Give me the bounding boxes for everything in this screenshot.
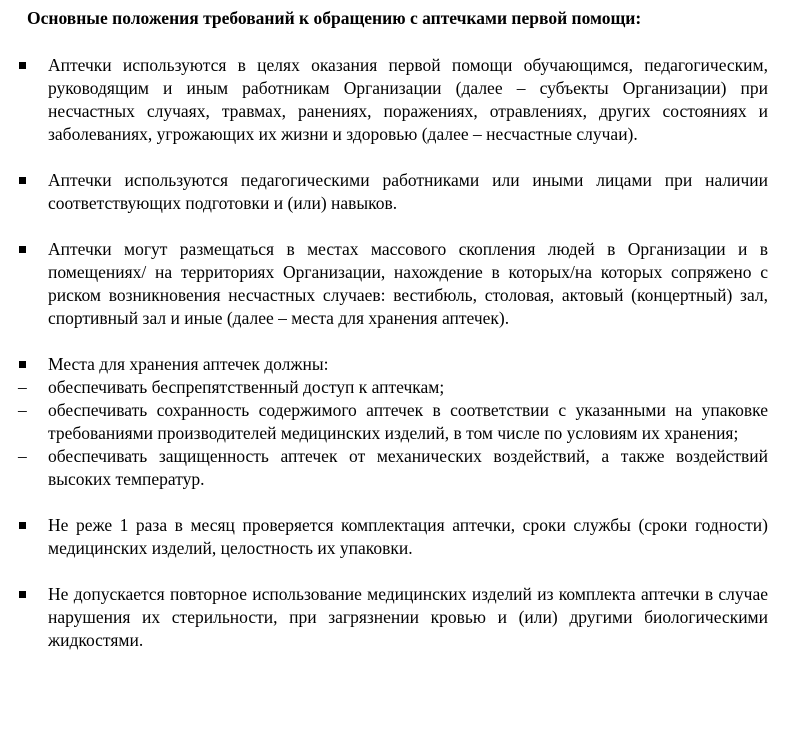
sub-item-text: обеспечивать защищенность аптечек от механических воздействий, а также воздействий высоких температур.: [48, 446, 768, 489]
list-item-text: Аптечки могут размещаться в местах массового скопления людей в Организации и в помещениях/ на территориях Организации, нахождение в которых/на которых сопряжено с риском возникновения несчастных случаев: вестибюль, столовая, актовый (концертный) зал, спортивный зал и иные (далее – места для хранения аптечек).: [48, 239, 768, 328]
bullet-square-icon: [19, 353, 39, 376]
bullet-square-icon: [19, 54, 39, 77]
list-item-monthly-check: [0, 514, 768, 560]
dash-marker: –: [18, 446, 27, 466]
list-item-text: Не допускается повторное использование медицинских изделий из комплекта аптечки в случае нарушения их стерильности, при загрязнении кровью и (или) другими биологическими жидкостями.: [48, 584, 768, 650]
sub-item-access: [0, 376, 768, 399]
sub-item-text: обеспечивать сохранность содержимого аптечек в соответствии с указанными на упаковке требованиями производителей медицинских изделий, в том числе по условиям их хранения;: [48, 400, 768, 443]
document-heading: Основные положения требований к обращению с аптечками первой помощи:: [27, 8, 642, 28]
list-item-who-uses: [0, 169, 768, 215]
sub-item-preservation: [0, 399, 768, 445]
sub-item-text: обеспечивать беспрепятственный доступ к аптечкам;: [48, 377, 445, 397]
requirements-list: [0, 54, 793, 675]
sub-item-protection: [0, 445, 768, 491]
list-item-text: Не реже 1 раза в месяц проверяется комплектация аптечки, сроки службы (сроки годности) медицинских изделий, целостность их упаковки.: [48, 515, 768, 558]
dash-marker: –: [18, 377, 27, 397]
dash-marker: –: [18, 400, 27, 420]
list-item-storage-requirements: [0, 353, 768, 376]
bullet-square-icon: [19, 514, 39, 537]
list-item-first-aid-purpose: [0, 54, 768, 146]
bullet-square-icon: [19, 169, 39, 192]
bullet-square-icon: [19, 238, 39, 261]
list-item-text: Аптечки используются в целях оказания первой помощи обучающимся, педагогическим, руководящим и иным работникам Организации (далее – субъекты Организации) при несчастных случаях, травмах, ранениях, поражениях, отравлениях, других состояниях и заболеваниях, угрожающих их жизни и здоровью (далее – несчастные случаи).: [48, 55, 768, 144]
list-item-text: Места для хранения аптечек должны:: [48, 354, 329, 374]
list-item-no-reuse: [0, 583, 768, 652]
list-item-text: Аптечки используются педагогическими работниками или иными лицами при наличии соответствующих подготовки и (или) навыков.: [48, 170, 768, 213]
bullet-square-icon: [19, 583, 39, 606]
list-item-placement: [0, 238, 768, 330]
